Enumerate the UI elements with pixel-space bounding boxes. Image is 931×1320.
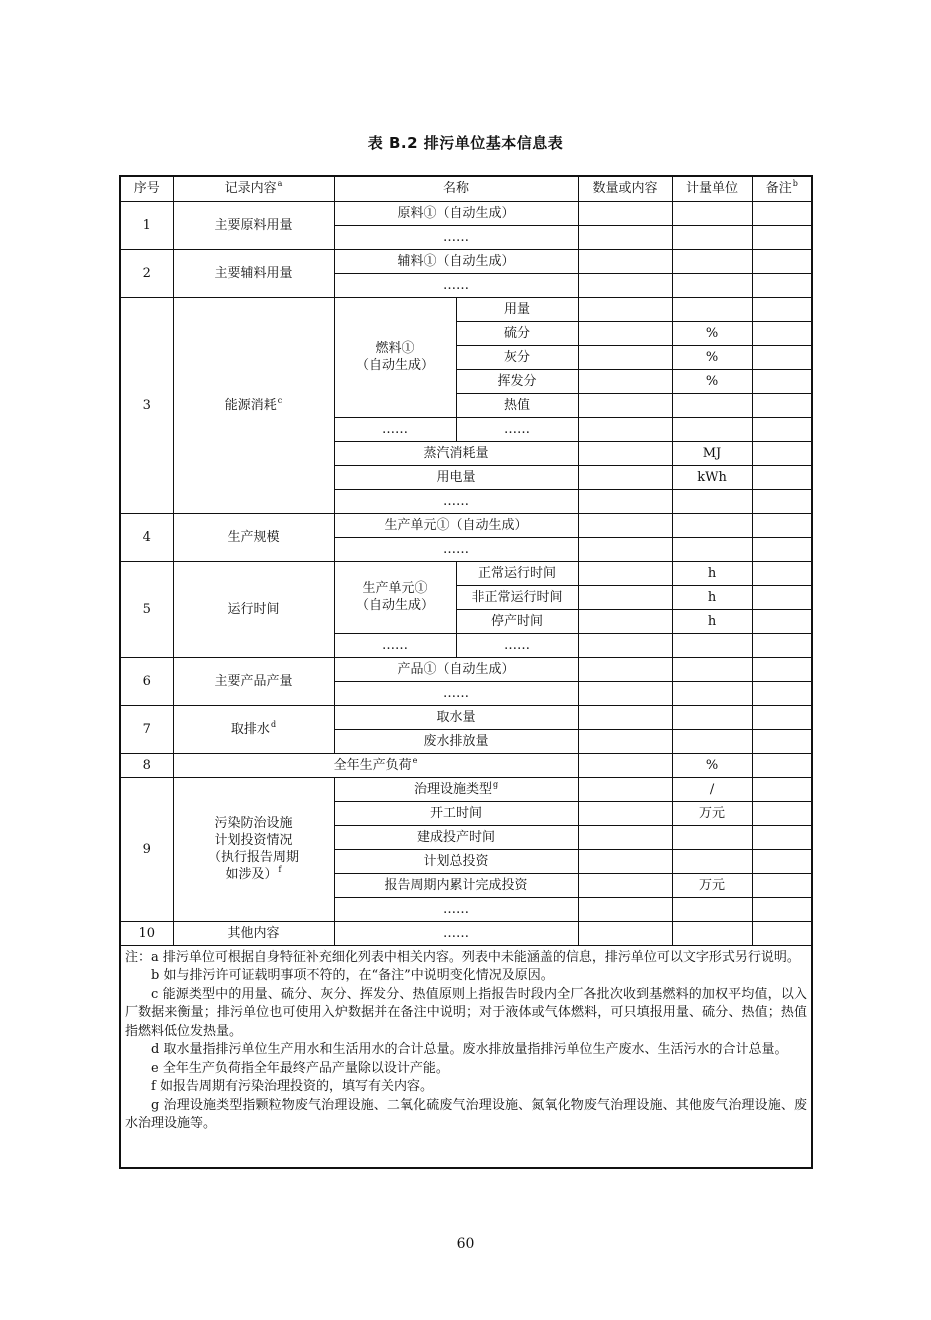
seq-cell: 8: [121, 753, 173, 777]
qty-cell[interactable]: [578, 273, 672, 297]
content-cell: 运行时间: [173, 561, 334, 657]
content-cell: 生产规模: [173, 513, 334, 561]
remark-cell[interactable]: [752, 489, 811, 513]
note-g: g 治理设施类型指颗粒物废气治理设施、二氧化硫废气治理设施、氮氧化物废气治理设施、其他废气治理设施、废水治理设施等。: [125, 1097, 807, 1131]
table-row: [121, 777, 811, 801]
qty-cell[interactable]: [578, 585, 672, 609]
remark-cell[interactable]: [752, 753, 811, 777]
sub-name-cell: 停产时间: [456, 609, 578, 633]
table-row: [121, 921, 811, 945]
content-cell: 污染防治设施 计划投资情况 （执行报告周期 如涉及）$^f$: [173, 777, 334, 921]
page-number: 60: [456, 1236, 475, 1252]
remark-cell[interactable]: [752, 921, 811, 945]
header-seq: 序号: [121, 177, 173, 201]
remark-cell[interactable]: [752, 729, 811, 753]
remark-cell[interactable]: [752, 825, 811, 849]
qty-cell[interactable]: [578, 489, 672, 513]
name-cell: ……: [334, 897, 578, 921]
unit-cell[interactable]: [672, 633, 752, 657]
name-cell: ……: [334, 225, 578, 249]
unit-cell: [672, 297, 752, 321]
qty-cell[interactable]: [578, 633, 672, 657]
remark-cell[interactable]: [752, 609, 811, 633]
qty-cell[interactable]: [578, 801, 672, 825]
unit-cell[interactable]: [672, 489, 752, 513]
name-cell: 辅料①（自动生成）: [334, 249, 578, 273]
name-cell: 蒸汽消耗量: [334, 441, 578, 465]
qty-cell[interactable]: [578, 249, 672, 273]
remark-cell[interactable]: [752, 273, 811, 297]
remark-cell[interactable]: [752, 321, 811, 345]
unit-cell[interactable]: [672, 705, 752, 729]
unit-cell[interactable]: [672, 249, 752, 273]
unit-cell: [672, 897, 752, 921]
qty-cell[interactable]: [578, 537, 672, 561]
sub-name-cell: 正常运行时间: [456, 561, 578, 585]
remark-cell[interactable]: [752, 393, 811, 417]
qty-cell[interactable]: [578, 345, 672, 369]
qty-cell[interactable]: [578, 369, 672, 393]
table-row: [121, 201, 811, 225]
seq-cell: 9: [121, 777, 173, 921]
seq-cell: 10: [121, 921, 173, 945]
remark-cell[interactable]: [752, 873, 811, 897]
header-qty: 数量或内容: [578, 177, 672, 201]
unit-cell[interactable]: [672, 225, 752, 249]
header-row: [121, 177, 811, 201]
content-cell: 主要原料用量: [173, 201, 334, 249]
name-cell: 建成投产时间: [334, 825, 578, 849]
qty-cell[interactable]: [578, 705, 672, 729]
table-row: [121, 513, 811, 537]
name-cell: 废水排放量: [334, 729, 578, 753]
unit-cell[interactable]: [672, 273, 752, 297]
unit-cell: h: [672, 585, 752, 609]
remark-cell[interactable]: [752, 513, 811, 537]
qty-cell[interactable]: [578, 753, 672, 777]
note-c: c 能源类型中的用量、硫分、灰分、挥发分、热值原则上指报告时段内全厂各批次收到基燃料的加权平均值，以入厂数据来衡量；排污单位也可使用入炉数据并在备注中说明；对于液体或气体燃料，可只填报用量、硫分、热值；热值指燃料低位发热量。: [125, 986, 807, 1039]
content-cell: 能源消耗$^c$: [173, 297, 334, 513]
unit-cell: h: [672, 609, 752, 633]
unit-cell: %: [672, 369, 752, 393]
sub-name-cell: 硫分: [456, 321, 578, 345]
production-unit-cell: 生产单元① （自动生成）: [334, 561, 456, 633]
qty-cell[interactable]: [578, 849, 672, 873]
qty-cell[interactable]: [578, 609, 672, 633]
qty-cell[interactable]: [578, 825, 672, 849]
unit-cell: kWh: [672, 465, 752, 489]
seq-cell: 7: [121, 705, 173, 753]
qty-cell[interactable]: [578, 897, 672, 921]
content-cell: 其他内容: [173, 921, 334, 945]
seq-cell: 4: [121, 513, 173, 561]
remark-cell[interactable]: [752, 657, 811, 681]
unit-cell[interactable]: [672, 417, 752, 441]
unit-cell[interactable]: [672, 681, 752, 705]
remark-cell[interactable]: [752, 225, 811, 249]
unit-cell: %: [672, 753, 752, 777]
qty-cell[interactable]: [578, 729, 672, 753]
table-row: [121, 249, 811, 273]
name-cell: ……: [334, 537, 578, 561]
header-content: 记录内容$^a$: [173, 177, 334, 201]
qty-cell[interactable]: [578, 657, 672, 681]
note-b: b 如与排污许可证载明事项不符的，在“备注”中说明变化情况及原因。: [151, 968, 554, 983]
unit-cell[interactable]: [672, 513, 752, 537]
name-cell: ……: [334, 489, 578, 513]
name-cell: ……: [334, 921, 578, 945]
unit-cell: [672, 849, 752, 873]
info-table: [121, 177, 811, 946]
seq-cell: 6: [121, 657, 173, 705]
seq-cell: 1: [121, 201, 173, 249]
name-cell: 原料①（自动生成）: [334, 201, 578, 225]
remark-cell[interactable]: [752, 633, 811, 657]
unit-cell[interactable]: [672, 201, 752, 225]
qty-cell[interactable]: [578, 441, 672, 465]
remark-cell[interactable]: [752, 897, 811, 921]
unit-cell: h: [672, 561, 752, 585]
sub-name-cell: 灰分: [456, 345, 578, 369]
qty-cell[interactable]: [578, 225, 672, 249]
table-row: [121, 657, 811, 681]
unit-cell: [672, 825, 752, 849]
qty-cell[interactable]: [578, 561, 672, 585]
name-cell: 报告周期内累计完成投资: [334, 873, 578, 897]
note-f: f 如报告周期有污染治理投资的，填写有关内容。: [151, 1079, 433, 1094]
qty-cell[interactable]: [578, 297, 672, 321]
unit-cell[interactable]: [672, 537, 752, 561]
qty-cell[interactable]: [578, 921, 672, 945]
unit-cell: /: [672, 777, 752, 801]
name-cell: 用电量: [334, 465, 578, 489]
table-title: 表 B.2 排污单位基本信息表: [367, 134, 564, 152]
name-cell: 计划总投资: [334, 849, 578, 873]
content-cell: 全年生产负荷$^e$: [173, 753, 578, 777]
unit-cell[interactable]: [672, 657, 752, 681]
unit-cell: MJ: [672, 441, 752, 465]
sub-name-cell: 热值: [456, 393, 578, 417]
remark-cell[interactable]: [752, 849, 811, 873]
fuel-cell: 燃料① （自动生成）: [334, 297, 456, 417]
unit-cell: %: [672, 345, 752, 369]
sub-name-cell: ……: [456, 633, 578, 657]
unit-cell: [672, 393, 752, 417]
seq-cell: 3: [121, 297, 173, 513]
name-cell: 产品①（自动生成）: [334, 657, 578, 681]
remark-cell[interactable]: [752, 345, 811, 369]
unit-cell: %: [672, 321, 752, 345]
unit-cell[interactable]: [672, 921, 752, 945]
seq-cell: 2: [121, 249, 173, 297]
header-name: 名称: [334, 177, 578, 201]
sub-name-cell: ……: [456, 417, 578, 441]
sub-name-cell: 挥发分: [456, 369, 578, 393]
remark-cell[interactable]: [752, 249, 811, 273]
remark-cell[interactable]: [752, 441, 811, 465]
content-cell: 取排水$^d$: [173, 705, 334, 753]
name-cell: 治理设施类型$^g$: [334, 777, 578, 801]
remark-cell[interactable]: [752, 417, 811, 441]
qty-cell[interactable]: [578, 513, 672, 537]
remark-cell[interactable]: [752, 465, 811, 489]
qty-cell[interactable]: [578, 777, 672, 801]
qty-cell[interactable]: [578, 465, 672, 489]
name-cell: 生产单元①（自动生成）: [334, 513, 578, 537]
sub-name-cell: 用量: [456, 297, 578, 321]
unit-cell: 万元: [672, 873, 752, 897]
qty-cell[interactable]: [578, 393, 672, 417]
unit-cell[interactable]: [672, 729, 752, 753]
table-row: [121, 705, 811, 729]
content-cell: 主要产品产量: [173, 657, 334, 705]
note-d: d 取水量指排污单位生产用水和生活用水的合计总量。废水排放量指排污单位生产废水、生活污水的合计总量。: [151, 1042, 788, 1057]
remark-cell[interactable]: [752, 561, 811, 585]
table-row: [121, 753, 811, 777]
remark-cell[interactable]: [752, 681, 811, 705]
table-row: [121, 561, 811, 585]
remark-cell[interactable]: [752, 801, 811, 825]
table-row: [121, 297, 811, 321]
remark-cell[interactable]: [752, 369, 811, 393]
remark-cell[interactable]: [752, 201, 811, 225]
qty-cell[interactable]: [578, 201, 672, 225]
header-unit: 计量单位: [672, 177, 752, 201]
seq-cell: 5: [121, 561, 173, 657]
qty-cell[interactable]: [578, 417, 672, 441]
remark-cell[interactable]: [752, 705, 811, 729]
header-remark: 备注$^b$: [752, 177, 811, 201]
name-cell: ……: [334, 681, 578, 705]
sub-name-cell: 非正常运行时间: [456, 585, 578, 609]
unit-cell: 万元: [672, 801, 752, 825]
name-cell: 开工时间: [334, 801, 578, 825]
table-frame: [119, 175, 813, 1169]
name-cell: ……: [334, 417, 456, 441]
remark-cell[interactable]: [752, 297, 811, 321]
name-cell: 取水量: [334, 705, 578, 729]
note-a: 注：a 排污单位可根据自身特征补充细化列表中相关内容。列表中未能涵盖的信息，排污单位可以文字形式另行说明。: [125, 949, 800, 965]
remark-cell[interactable]: [752, 585, 811, 609]
qty-cell[interactable]: [578, 321, 672, 345]
note-e: e 全年生产负荷指全年最终产品产量除以设计产能。: [151, 1060, 449, 1076]
qty-cell[interactable]: [578, 681, 672, 705]
name-cell: ……: [334, 633, 456, 657]
name-cell: ……: [334, 273, 578, 297]
content-cell: 主要辅料用量: [173, 249, 334, 297]
qty-cell[interactable]: [578, 873, 672, 897]
remark-cell[interactable]: [752, 537, 811, 561]
table-notes: [121, 946, 811, 1134]
remark-cell[interactable]: [752, 777, 811, 801]
